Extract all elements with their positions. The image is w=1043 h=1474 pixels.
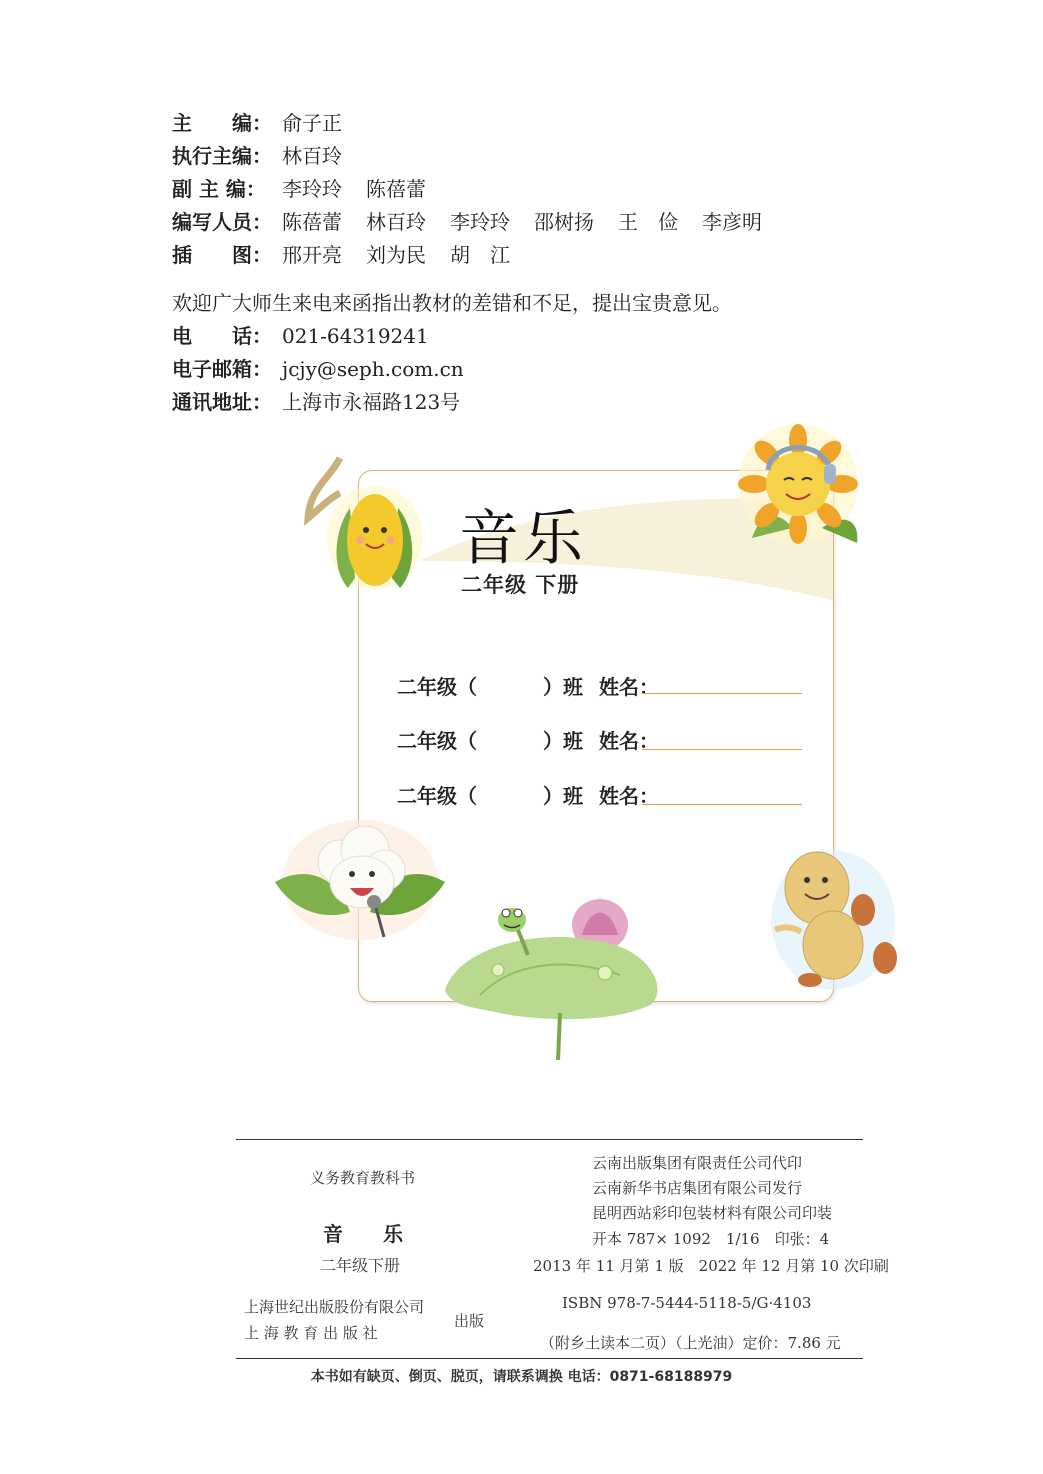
credit-name: 林百玲	[282, 144, 342, 168]
cover-title: 音乐	[459, 504, 587, 574]
credit-row	[172, 242, 534, 268]
name-line	[642, 693, 802, 694]
name-line	[642, 804, 802, 805]
credit-name: 陈蓓蕾	[282, 210, 342, 234]
imprint-bottom-rule	[236, 1358, 863, 1359]
name-fill-row	[397, 725, 659, 754]
credit-label: 副 主 编：	[172, 177, 266, 201]
phone-row	[172, 323, 429, 349]
frog-lotus-icon	[440, 895, 670, 1065]
imprint-isbn: ISBN 978-7-5444-5118-5/G·4103	[562, 1294, 812, 1312]
credit-name: 俞子正	[282, 111, 342, 135]
credit-label: 插 图：	[172, 243, 272, 267]
imprint-printer-3: 昆明西站彩印包装材料有限公司印装	[592, 1204, 833, 1222]
credit-value	[282, 176, 450, 202]
credit-label: 主 编：	[172, 111, 272, 135]
phone-label: 电 话：	[172, 324, 272, 348]
name-fill-row	[397, 780, 659, 809]
email-label: 电子邮箱：	[172, 357, 272, 381]
credit-value	[282, 209, 786, 235]
footer-note: 本书如有缺页、倒页、脱页，请联系调换 电话：0871-68188979	[310, 1369, 733, 1385]
credit-name: 胡 江	[450, 243, 510, 267]
credit-row	[172, 110, 366, 136]
credit-value	[282, 110, 366, 136]
credit-label: 编写人员：	[172, 210, 272, 234]
cover-subtitle: 二年级 下册	[461, 573, 580, 597]
credit-name: 王 俭	[618, 210, 678, 234]
credit-value	[282, 143, 366, 169]
email-row	[172, 356, 464, 382]
grade-label: 二年级（	[397, 675, 477, 699]
corn-character-icon	[300, 448, 430, 593]
imprint-top-rule	[236, 1139, 863, 1140]
credit-name: 邢开亮	[282, 243, 342, 267]
address-label: 通讯地址：	[172, 390, 272, 414]
imprint-book-title: 音乐	[323, 1222, 443, 1246]
imprint-format: 开本 787× 1092 1/16 印张：4	[592, 1230, 830, 1248]
name-label: 姓名：	[599, 729, 659, 753]
credit-name: 邵树扬	[534, 210, 594, 234]
name-line	[642, 749, 802, 750]
credit-name: 李玲玲	[282, 177, 342, 201]
credit-label: 执行主编：	[172, 144, 272, 168]
imprint-publisher-1: 上海世纪出版股份有限公司	[244, 1298, 425, 1316]
grade-label: 二年级（	[397, 784, 477, 808]
imprint-publisher-2: 上 海 教 育 出 版 社	[244, 1324, 378, 1342]
sunflower-headphones-icon	[732, 418, 867, 553]
credit-name: 陈蓓蕾	[366, 177, 426, 201]
imprint-edition: 2013 年 11 月第 1 版 2022 年 12 月第 10 次印刷	[533, 1257, 889, 1275]
class-label: ）班	[543, 729, 583, 753]
credit-row	[172, 143, 366, 169]
class-label: ）班	[543, 675, 583, 699]
imprint-series: 义务教育教科书	[310, 1169, 416, 1187]
name-label: 姓名：	[599, 784, 659, 808]
feedback-note: 欢迎广大师生来电来函指出教材的差错和不足，提出宝贵意见。	[172, 291, 732, 315]
name-label: 姓名：	[599, 675, 659, 699]
credit-name: 刘为民	[366, 243, 426, 267]
address-value: 上海市永福路123号	[282, 390, 461, 414]
credit-name: 李玲玲	[450, 210, 510, 234]
imprint-printer-1: 云南出版集团有限责任公司代印	[592, 1154, 803, 1172]
credit-name: 李彦明	[702, 210, 762, 234]
credit-value	[282, 242, 534, 268]
credit-row	[172, 176, 450, 202]
imprint-printer-2: 云南新华书店集团有限公司发行	[592, 1179, 803, 1197]
peanut-character-icon	[765, 840, 900, 1000]
name-fill-row	[397, 671, 659, 700]
class-label: ）班	[543, 784, 583, 808]
imprint-grade: 二年级下册	[320, 1256, 401, 1275]
phone-value: 021-64319241	[282, 324, 429, 348]
credit-name: 林百玲	[366, 210, 426, 234]
grade-label: 二年级（	[397, 729, 477, 753]
imprint-publish-word: 出版	[454, 1312, 485, 1330]
credit-row	[172, 209, 786, 235]
imprint-price: （附乡土读本二页）（上光油）定价：7.86 元	[540, 1334, 841, 1352]
email-value: jcjy@seph.com.cn	[282, 357, 464, 381]
cauliflower-microphone-icon	[270, 812, 450, 947]
address-row	[172, 389, 460, 415]
